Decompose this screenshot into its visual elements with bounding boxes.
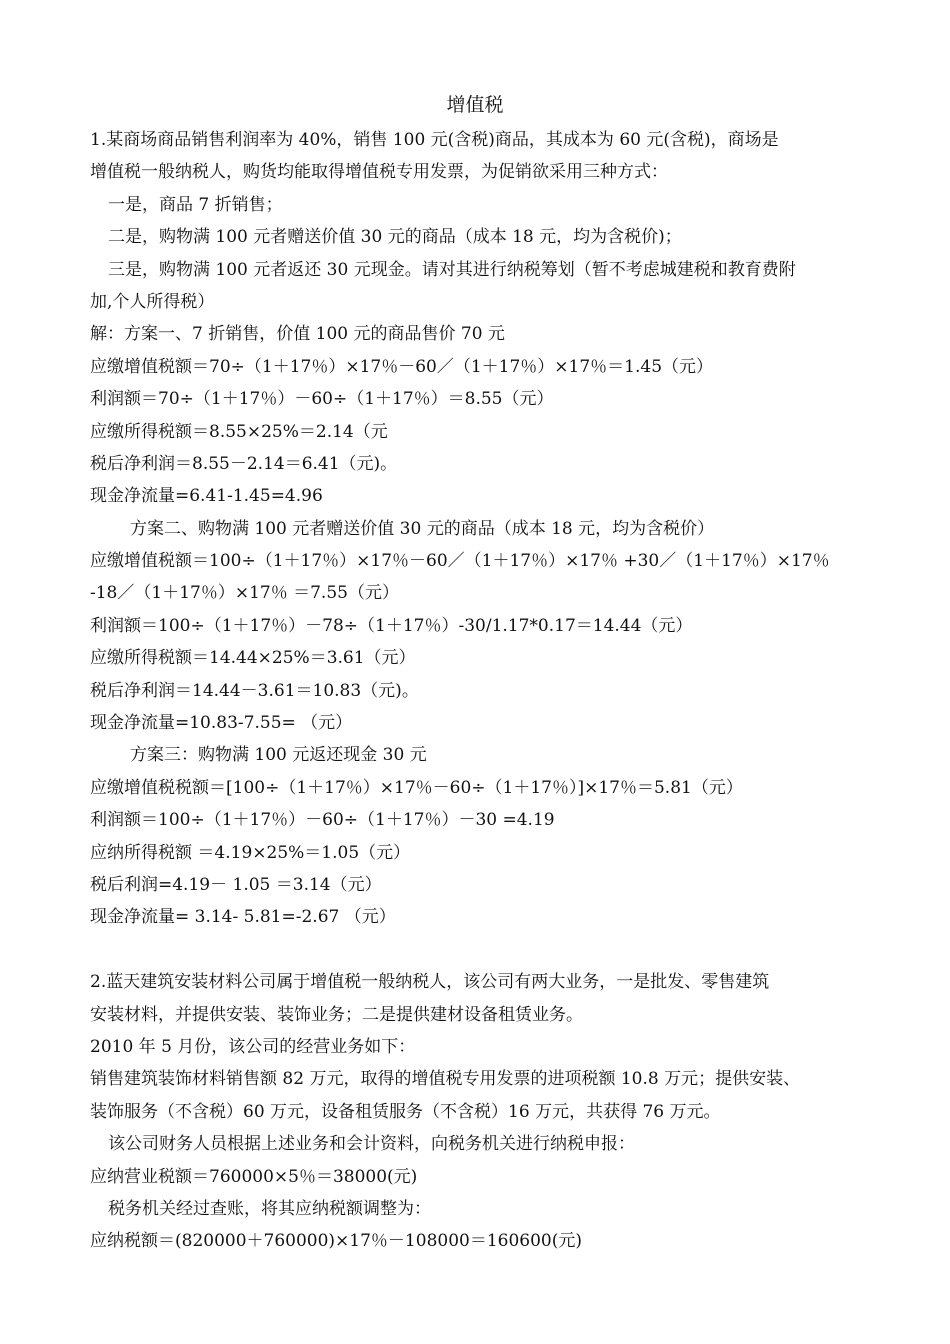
plan-2-cash-flow: 现金净流量=10.83-7.55= （元） <box>90 713 353 734</box>
plan-2-heading: 方案二、购物满 100 元者赠送价值 30 元的商品（成本 18 元，均为含税价） <box>130 518 715 539</box>
question-1 <box>90 124 870 934</box>
q1-line-1: 1.某商场商品销售利润率为 40%，销售 100 元(含税)商品，其成本为 60 元(含税)，商场是 <box>90 130 779 150</box>
q2-line-2: 安装材料，并提供安装、装饰业务；二是提供建材设备租赁业务。 <box>90 1004 583 1025</box>
plan-2-profit: 利润额＝100÷（1＋17％）－78÷（1＋17％）-30/1.17*0.17＝14.44（元） <box>90 615 693 636</box>
plan-2-net-profit: 税后净利润＝14.44－3.61＝10.83（元)。 <box>90 680 419 701</box>
q2-line-7: 应纳营业税额＝760000×5％＝38000(元) <box>90 1166 418 1187</box>
plan-1-income-tax: 应缴所得税额＝8.55×25%＝2.14（元 <box>90 421 388 442</box>
q2-line-8: 税务机关经过查账，将其应纳税额调整为： <box>108 1198 431 1219</box>
plan-2-income-tax: 应缴所得税额＝14.44×25%＝3.61（元） <box>90 648 416 669</box>
plan-1-net-profit: 税后净利润＝8.55－2.14＝6.41（元)。 <box>90 453 398 474</box>
plan-3-heading: 方案三：购物满 100 元返还现金 30 元 <box>130 745 427 766</box>
question-2 <box>90 966 870 1258</box>
document-body <box>90 124 870 1258</box>
q2-line-9: 应纳税额＝(820000＋760000)×17％－108000＝160600(元) <box>90 1231 582 1252</box>
paragraph-gap <box>90 934 870 966</box>
plan-2-vat-cont: -18／（1＋17％）×17％ ＝7.55（元） <box>90 583 399 604</box>
q2-line-6: 该公司财务人员根据上述业务和会计资料，向税务机关进行纳税申报： <box>108 1134 635 1155</box>
plan-1-profit: 利润额＝70÷（1＋17％）－60÷（1＋17％）＝8.55（元） <box>90 389 554 410</box>
plan-3-income-tax: 应纳所得税额 ＝4.19×25%＝1.05（元） <box>90 842 411 863</box>
q1-option-2: 二是，购物满 100 元者赠送价值 30 元的商品（成本 18 元，均为含税价)； <box>108 227 682 248</box>
q2-line-4: 销售建筑装饰材料销售额 82 万元，取得的增值税专用发票的进项税额 10.8 万元；提供安装、 <box>90 1069 801 1090</box>
plan-3-cash-flow: 现金净流量= 3.14- 5.81=-2.67 （元） <box>90 907 396 928</box>
plan-3-profit: 利润额＝100÷（1＋17％）－60÷（1＋17％）－30 =4.19 <box>90 810 555 831</box>
plan-2-vat: 应缴增值税额＝100÷（1＋17％）×17％－60／（1＋17％）×17％ +30／（1＋17％）×17％ <box>90 551 830 572</box>
solution-plan-1-heading: 解：方案一、7 折销售，价值 100 元的商品售价 70 元 <box>90 324 505 345</box>
plan-1-vat: 应缴增值税额＝70÷（1＋17％）×17％－60／（1＋17％）×17％＝1.45（元） <box>90 356 714 377</box>
q2-line-5: 装饰服务（不含税）60 万元，设备租赁服务（不含税）16 万元，共获得 76 万元。 <box>90 1101 721 1122</box>
q1-line-6: 加,个人所得税） <box>90 291 215 312</box>
plan-1-cash-flow: 现金净流量=6.41-1.45=4.96 <box>90 486 323 507</box>
document-title: 增值税 <box>446 94 504 116</box>
plan-3-net-profit: 税后利润=4.19－ 1.05 ＝3.14（元） <box>90 874 382 895</box>
q2-line-3: 2010 年 5 月份，该公司的经营业务如下： <box>90 1036 416 1057</box>
q2-line-1: 2.蓝天建筑安装材料公司属于增值税一般纳税人，该公司有两大业务，一是批发、零售建筑 <box>90 972 770 993</box>
q1-option-1: 一是，商品 7 折销售； <box>108 194 283 215</box>
q1-line-2: 增值税一般纳税人，购货均能取得增值税专用发票，为促销欲采用三种方式： <box>90 162 668 183</box>
plan-3-vat: 应缴增值税税额＝[100÷（1＋17％）×17％－60÷（1＋17％）]×17％＝5.81（元） <box>90 777 743 798</box>
q1-option-3: 三是，购物满 100 元者返还 30 元现金。请对其进行纳税筹划（暂不考虑城建税和教育费附 <box>108 259 796 280</box>
